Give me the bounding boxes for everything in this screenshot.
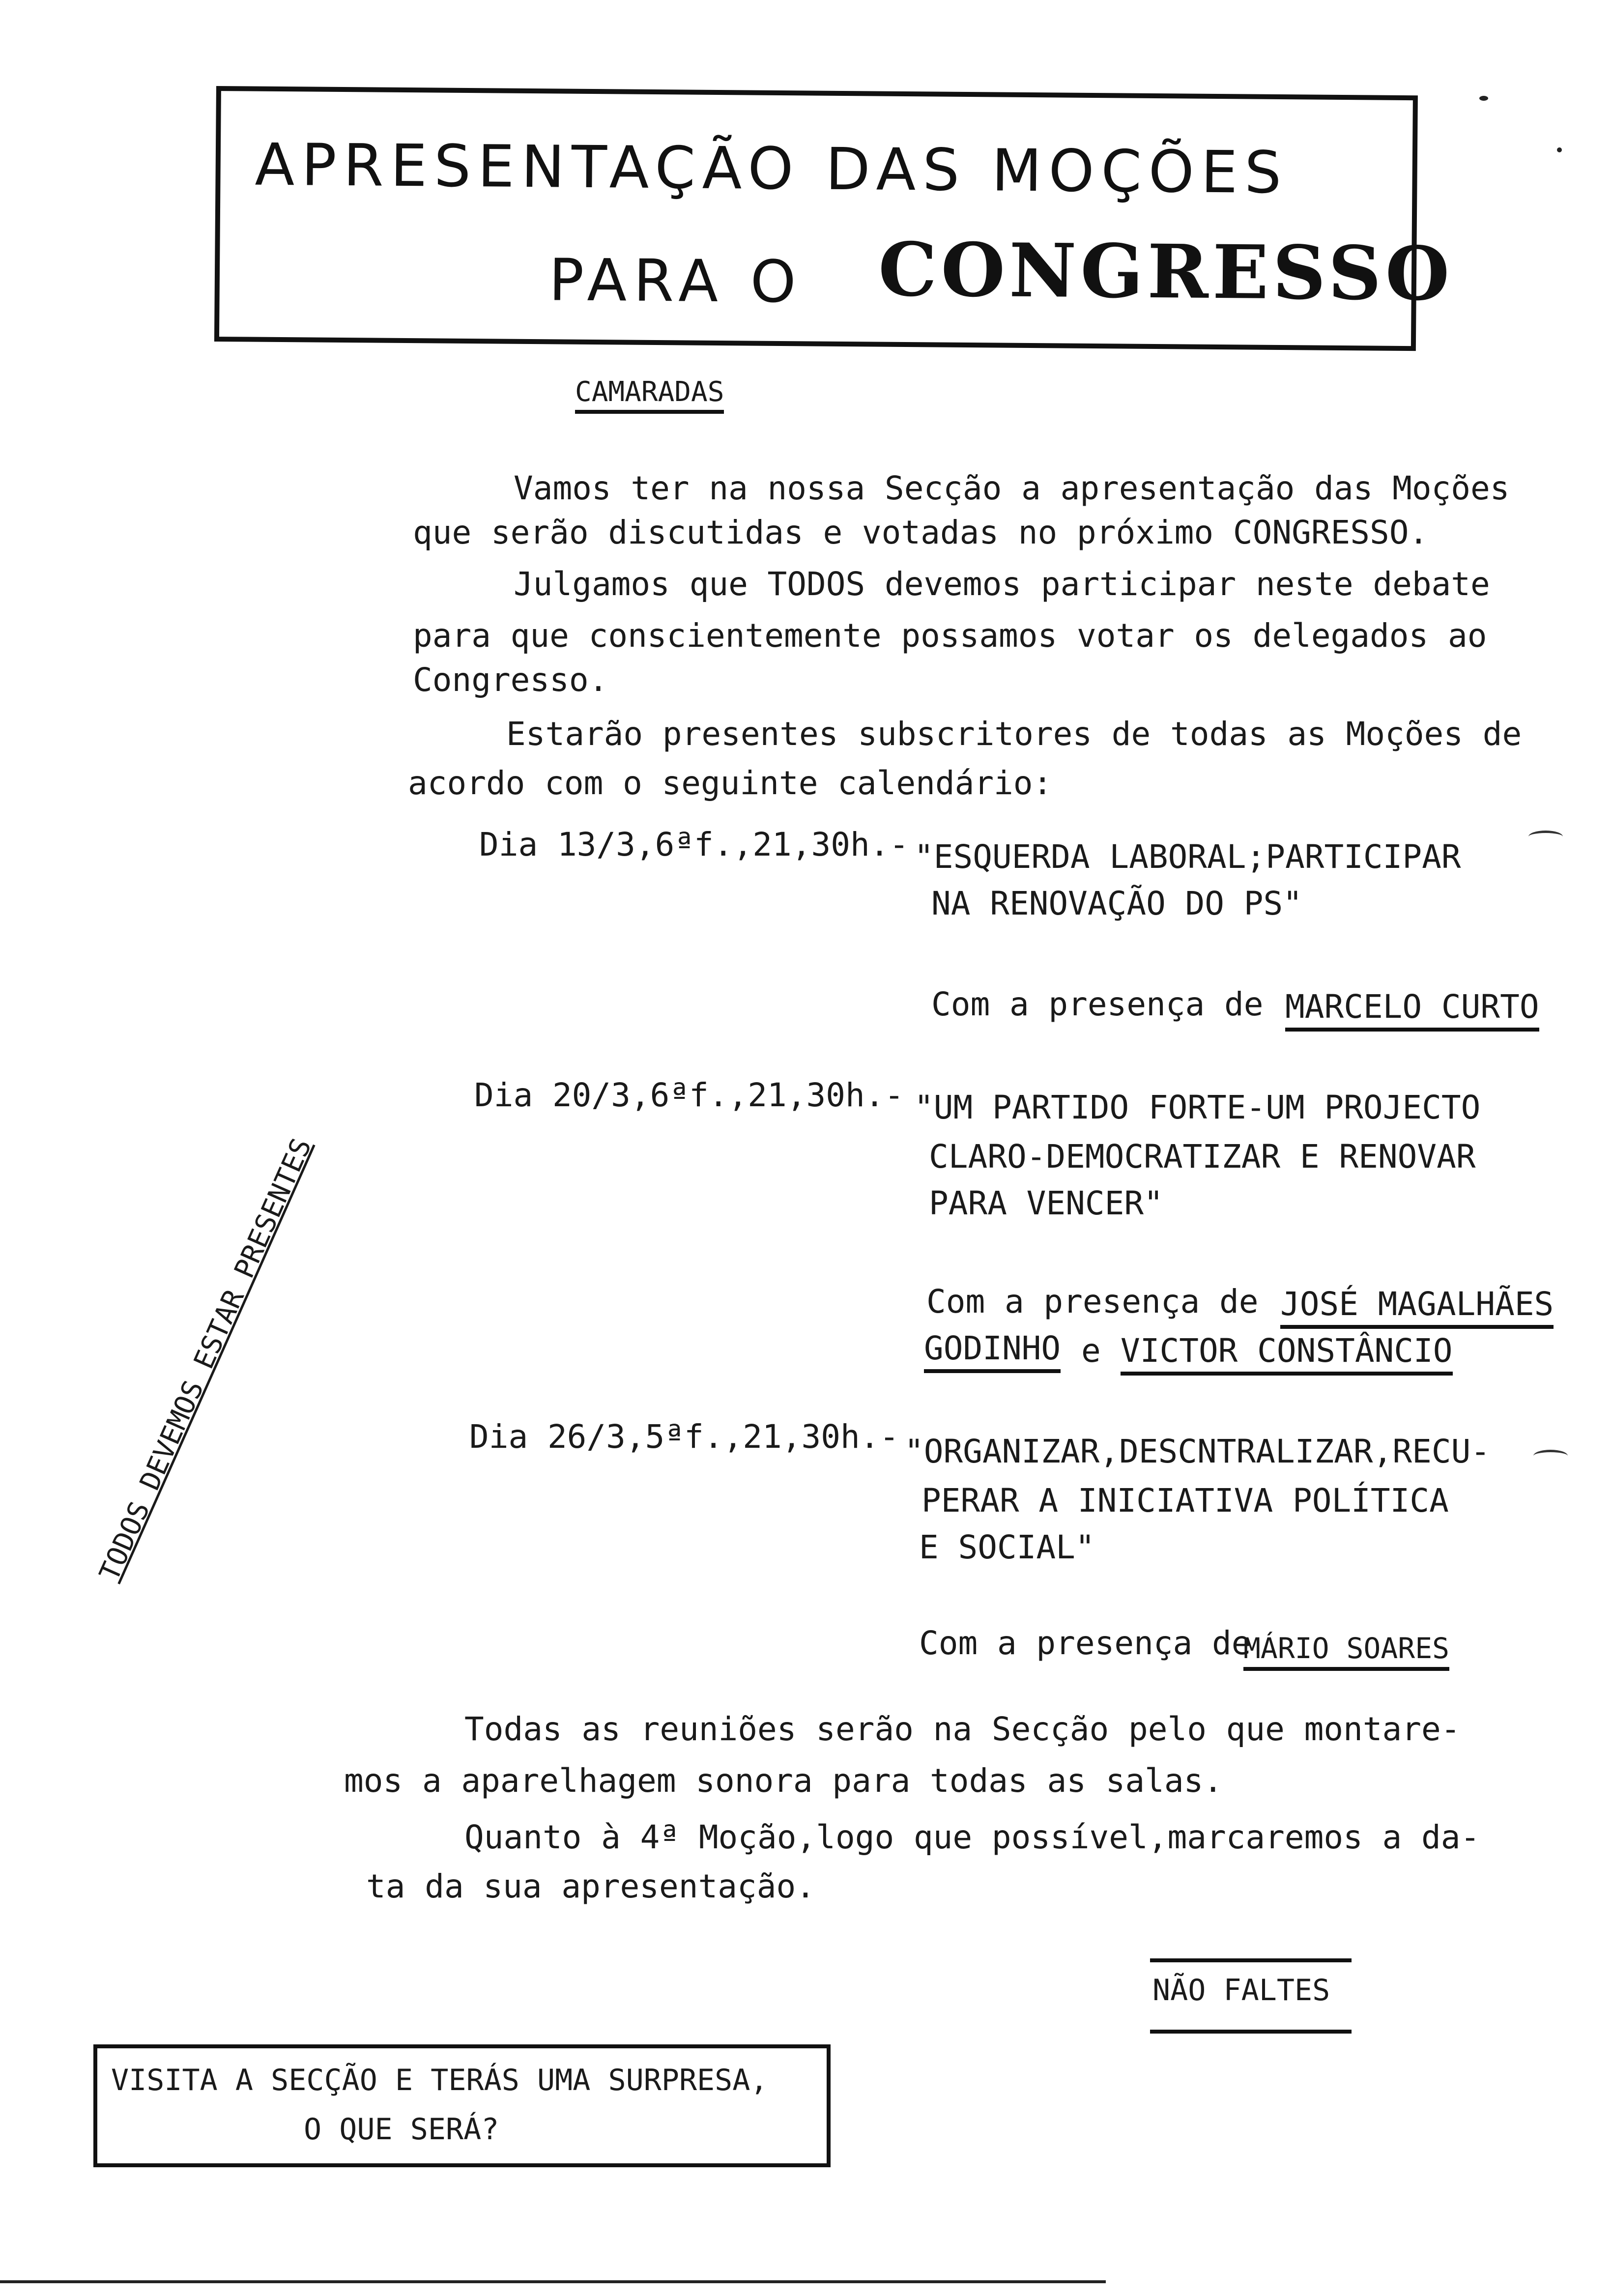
title-line-1: APRESENTAÇÃO DAS MOÇÕES — [255, 130, 1289, 207]
scan-speck — [1479, 96, 1488, 101]
intro-line-4: para que conscientemente possamos votar os delegados ao — [413, 617, 1487, 655]
scan-mark — [1533, 1450, 1568, 1462]
schedule-3-date: Dia 26/3,5ªf.,21,30h.- — [469, 1418, 899, 1456]
scan-speck — [1557, 147, 1562, 152]
nao-faltes: NÃO FALTES — [1152, 1973, 1330, 2008]
schedule-2-speaker-1-cont: GODINHO — [924, 1329, 1061, 1373]
schedule-1-presence-label: Com a presença de — [931, 985, 1264, 1023]
schedule-2-motion-line-2: CLARO-DEMOCRATIZAR E RENOVAR — [929, 1138, 1476, 1176]
closing-line-1: Todas as reuniões serão na Secção pelo que montare- — [464, 1710, 1461, 1748]
surprise-box — [93, 2044, 831, 2167]
schedule-1-motion-line-2: NA RENOVAÇÃO DO PS" — [931, 885, 1302, 922]
intro-line-3: Julgamos que TODOS devemos participar neste debate — [514, 565, 1490, 603]
schedule-3-motion-line-1: "ORGANIZAR,DESCNTRALIZAR,RECU- — [904, 1433, 1491, 1470]
closing-line-2: mos a aparelhagem sonora para todas as salas. — [344, 1762, 1223, 1800]
closing-line-3: Quanto à 4ª Moção,logo que possível,marcaremos a da- — [464, 1818, 1480, 1856]
schedule-1-motion-line-1: "ESQUERDA LABORAL;PARTICIPAR — [914, 838, 1461, 876]
intro-line-7: acordo com o seguinte calendário: — [408, 764, 1053, 802]
title-box — [214, 86, 1454, 351]
intro-line-1: Vamos ter na nossa Secção a apresentação das Moções — [514, 469, 1510, 507]
title-line-2-prefix: PARA O — [548, 246, 804, 316]
schedule-2-motion-line-3: PARA VENCER" — [929, 1184, 1163, 1222]
schedule-1-date: Dia 13/3,6ªf.,21,30h.- — [479, 826, 909, 863]
schedule-3-motion-line-2: PERAR A INICIATIVA POLÍTICA — [921, 1482, 1449, 1520]
schedule-2-speaker-1: JOSÉ MAGALHÃES — [1280, 1285, 1554, 1329]
intro-line-5: Congresso. — [413, 661, 608, 699]
footer-rule — [0, 2280, 1106, 2283]
schedule-3-presence-label: Com a presença de — [919, 1624, 1251, 1662]
nao-faltes-bottom-rule — [1150, 2030, 1352, 2034]
nao-faltes-top-rule — [1150, 1958, 1352, 1962]
surprise-line-2: O QUE SERÁ? — [304, 2112, 499, 2147]
schedule-2-speaker-2: VICTOR CONSTÂNCIO — [1121, 1332, 1453, 1376]
closing-line-4: ta da sua apresentação. — [366, 1867, 815, 1905]
intro-line-2: que serão discutidas e votadas no próximo CONGRESSO. — [413, 514, 1429, 551]
schedule-2-connector: e — [1081, 1332, 1101, 1370]
greeting-camaradas: CAMARADAS — [575, 376, 724, 414]
schedule-1-speaker: MARCELO CURTO — [1285, 988, 1539, 1032]
intro-line-6: Estarão presentes subscritores de todas as Moções de — [506, 715, 1522, 753]
schedule-2-motion-line-1: "UM PARTIDO FORTE-UM PROJECTO — [914, 1089, 1481, 1126]
schedule-3-motion-line-3: E SOCIAL" — [919, 1528, 1095, 1566]
title-congresso: CONGRESSO — [878, 226, 1454, 317]
surprise-line-1: VISITA A SECÇÃO E TERÁS UMA SURPRESA, — [111, 2063, 768, 2097]
schedule-3-speaker: MÁRIO SOARES — [1243, 1632, 1449, 1671]
schedule-2-date: Dia 20/3,6ªf.,21,30h.- — [474, 1076, 904, 1114]
scan-mark — [1528, 831, 1563, 843]
schedule-2-presence-label: Com a presença de — [926, 1283, 1259, 1320]
side-note: TODOS DEVEMOS ESTAR PRESENTES — [93, 1133, 318, 1586]
